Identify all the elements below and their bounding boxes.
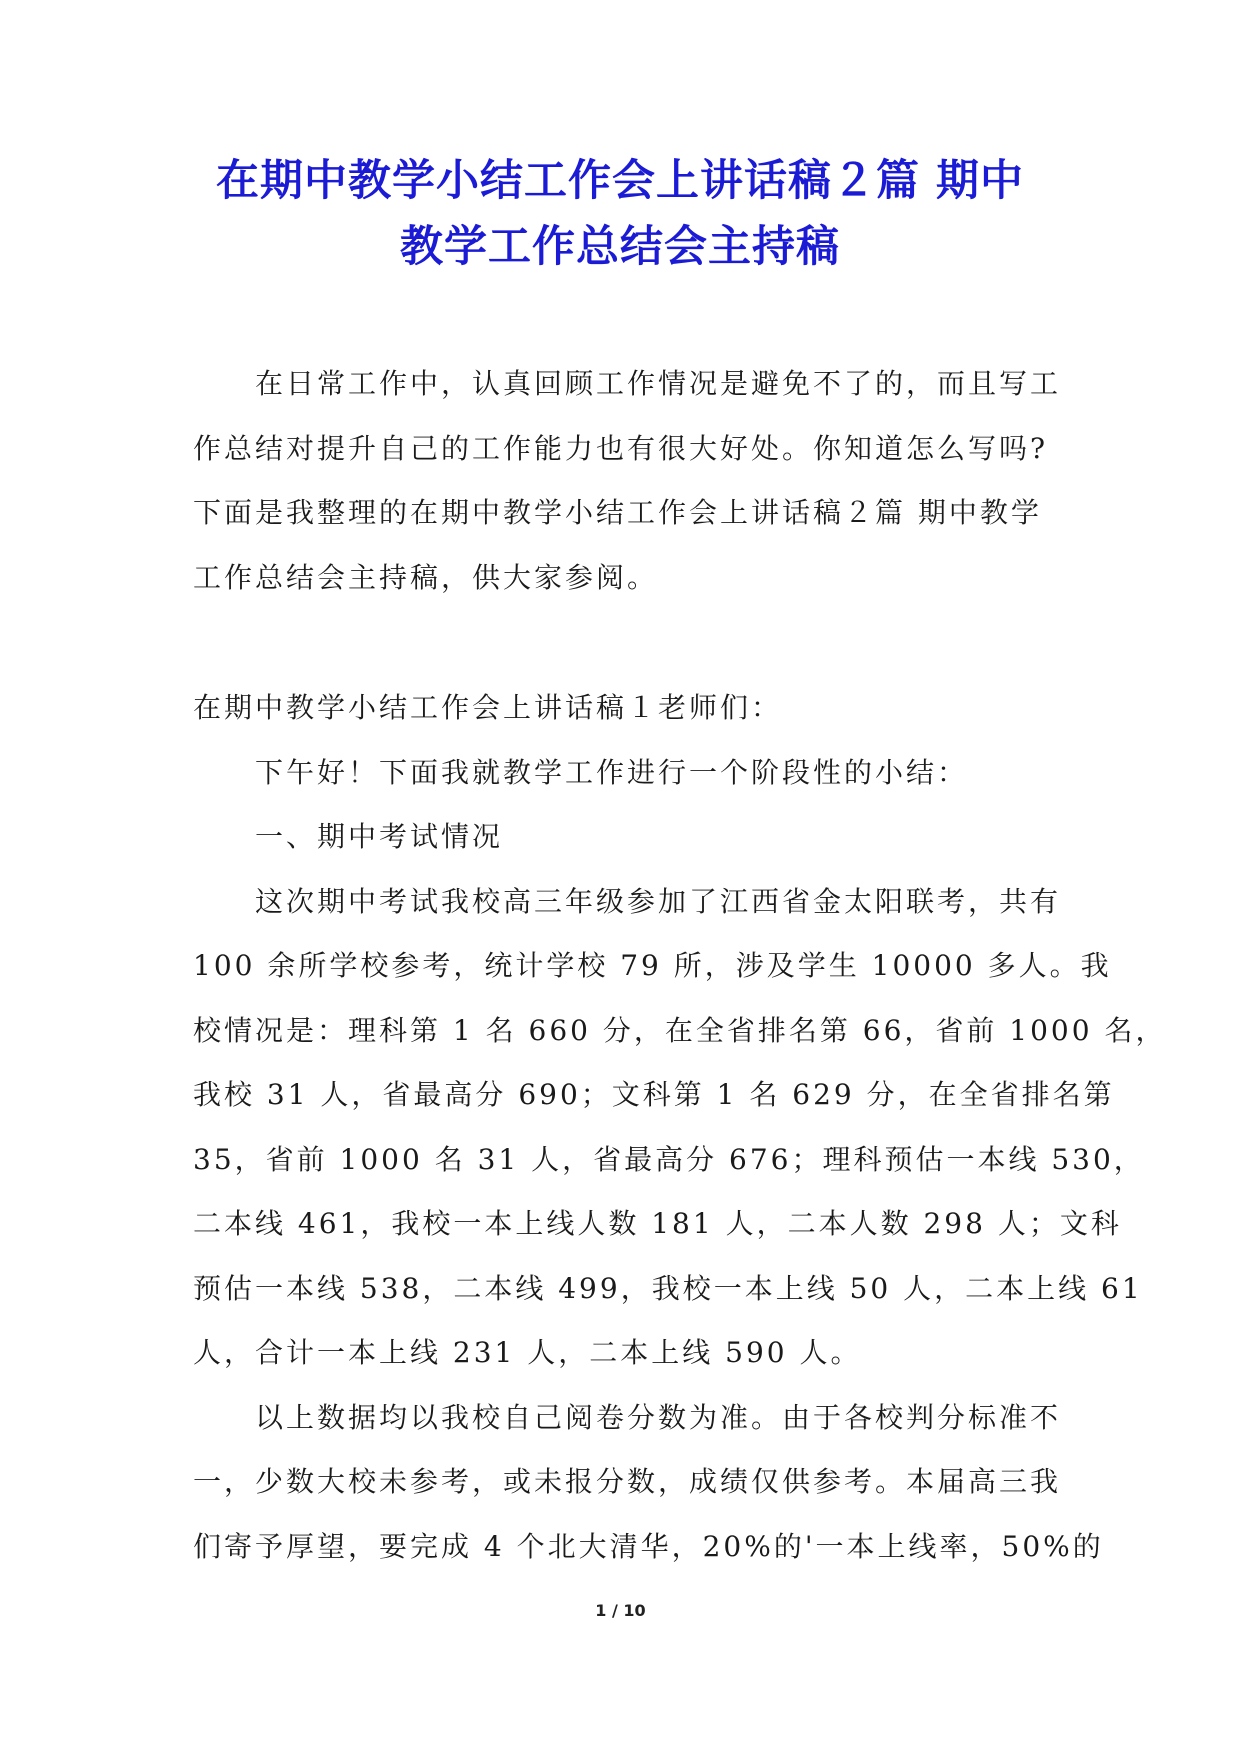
body-line: 人，合计一本上线 231 人，二本上线 590 人。 <box>193 1336 862 1369</box>
greeting-line: 下午好！下面我就教学工作进行一个阶段性的小结： <box>193 755 969 789</box>
body-line: 们寄予厚望，要完成 4 个北大清华，20%的'一本上线率，50%的 <box>193 1529 1104 1563</box>
speech-body <box>193 676 1167 1579</box>
title-line-1: 在期中教学小结工作会上讲话稿２篇 期中 <box>216 156 1024 206</box>
body-line: 这次期中考试我校高三年级参加了江西省金太阳联考，共有 <box>193 884 1062 918</box>
body-line: 校情况是：理科第 1 名 660 分，在全省排名第 66，省前 1000 名， <box>193 1013 1167 1047</box>
body-line: 二本线 461，我校一本上线人数 181 人，二本人数 298 人；文科 <box>193 1207 1122 1240</box>
body-line: 一，少数大校未参考，或未报分数，成绩仅供参考。本届高三我 <box>193 1465 1062 1498</box>
intro-paragraph <box>193 352 1062 610</box>
body-line: 以上数据均以我校自己阅卷分数为准。由于各校判分标准不 <box>193 1400 1062 1434</box>
title-line-2: 教学工作总结会主持稿 <box>400 222 840 272</box>
body-line: 预估一本线 538，二本线 499，我校一本上线 50 人，二本上线 61 <box>193 1271 1143 1305</box>
section-heading: 一、期中考试情况 <box>193 820 504 853</box>
intro-line: 工作总结会主持稿，供大家参阅。 <box>193 560 659 594</box>
intro-line: 作总结对提升自己的工作能力也有很大好处。你知道怎么写吗? <box>193 431 1049 465</box>
intro-line: 下面是我整理的在期中教学小结工作会上讲话稿２篇 期中教学 <box>193 496 1042 529</box>
body-line: 100 余所学校参考，统计学校 79 所，涉及学生 10000 多人。我 <box>193 949 1112 982</box>
intro-line: 在日常工作中，认真回顾工作情况是避免不了的，而且写工 <box>193 367 1062 400</box>
body-line: 35，省前 1000 名 31 人，省最高分 676；理科预估一本线 530， <box>193 1142 1145 1176</box>
page-number: 1 / 10 <box>595 1601 646 1620</box>
body-line: 我校 31 人，省最高分 690；文科第 1 名 629 分，在全省排名第 <box>193 1078 1115 1111</box>
speech-heading: 在期中教学小结工作会上讲话稿１老师们： <box>193 691 783 724</box>
document-title <box>150 148 1090 280</box>
